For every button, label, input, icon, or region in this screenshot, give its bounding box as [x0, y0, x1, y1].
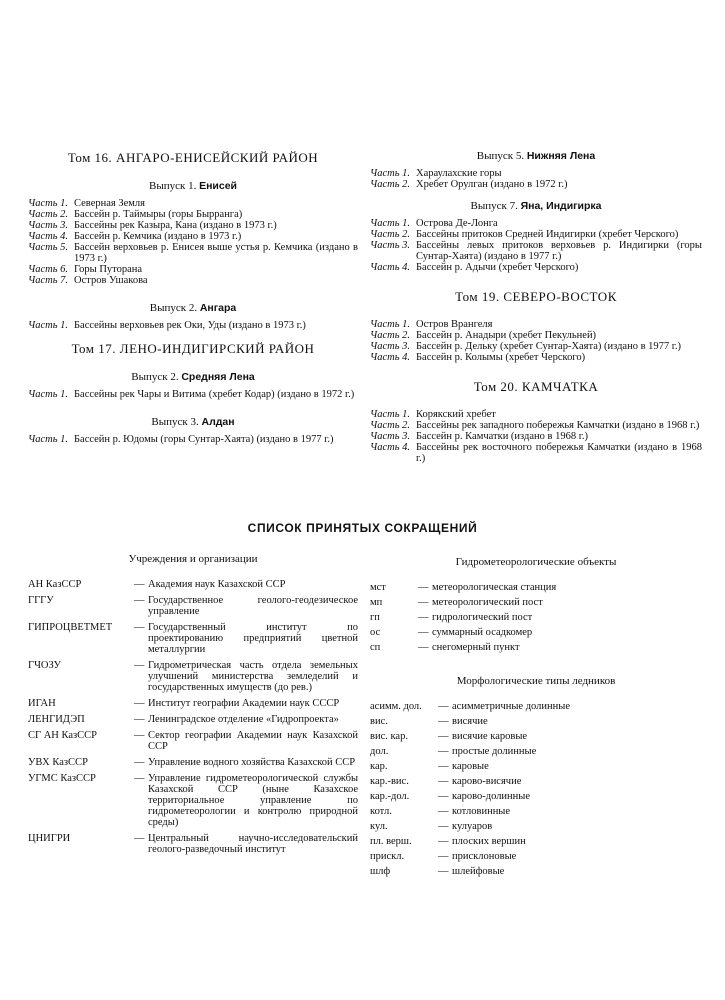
abbreviation-row — [370, 642, 702, 657]
abbreviation-row — [28, 622, 358, 655]
left-column — [28, 150, 358, 445]
abbreviation-row — [370, 806, 702, 821]
part-text: Горы Путорана — [74, 264, 143, 275]
dash: — — [438, 851, 449, 862]
part-text: Бассейны рек восточного побережья Камчатки (издано в 1968 г.) — [416, 442, 702, 464]
tom20-title: Том 20. КАМЧАТКА — [473, 379, 599, 394]
definition: висячие каровые — [452, 731, 528, 742]
abbreviation-row — [28, 714, 358, 725]
abbreviation-row — [370, 701, 702, 716]
abbreviation: ос — [370, 627, 381, 638]
dash: — — [134, 622, 145, 633]
part-text: Бассейны верховьев рек Оки, Уды (издано в 1973 г.) — [74, 320, 306, 331]
abbreviation-row — [370, 851, 702, 866]
definition: снегомерный пункт — [432, 642, 520, 653]
tom19-title: Том 19. СЕВЕРО-ВОСТОК — [455, 289, 617, 304]
morph-list — [370, 701, 702, 881]
definition: суммарный осадкомер — [432, 627, 533, 638]
dash: — — [438, 821, 449, 832]
part-text: Бассейн верховьев р. Енисея выше устья р. Кемчика (издано в 1973 г.) — [74, 242, 358, 264]
dash: — — [418, 582, 429, 593]
abbreviation: АН КазССР — [28, 579, 82, 590]
part-label: Часть 2. — [370, 179, 411, 190]
abbreviation: котл. — [370, 806, 392, 817]
vyp5-parts — [370, 168, 702, 190]
part-text: Остров Врангеля — [416, 319, 493, 330]
part-row — [370, 262, 702, 273]
vyp7-heading — [370, 200, 702, 212]
dash: — — [438, 731, 449, 742]
definition: карово-долинные — [452, 791, 531, 802]
definition: метеорологический пост — [432, 597, 543, 608]
part-row — [370, 341, 702, 352]
dash: — — [418, 642, 429, 653]
abbreviation-row — [370, 821, 702, 836]
part-text: Бассейн р. Юдомы (горы Сунтар-Хаята) (издано в 1977 г.) — [74, 434, 334, 445]
dash: — — [134, 698, 145, 709]
hydromet-section — [370, 556, 702, 881]
part-row — [28, 231, 358, 242]
abbreviation: УГМС КазССР — [28, 773, 96, 784]
abbreviation-row — [28, 660, 358, 693]
part-label: Часть 7. — [28, 275, 69, 286]
part-row — [370, 420, 702, 431]
part-text: Бассейны притоков Средней Индигирки (хребет Черского) — [416, 229, 679, 240]
definition: висячие — [452, 716, 488, 727]
part-label: Часть 1. — [28, 389, 69, 400]
definition: присклоновые — [452, 851, 517, 862]
vyp2b-parts — [28, 389, 358, 400]
abbreviation-row — [28, 833, 358, 855]
part-text: Бассейн р. Адычи (хребет Черского) — [416, 262, 579, 273]
abbreviation: сп — [370, 642, 381, 653]
abbreviation: кар. — [370, 761, 388, 772]
abbreviation: пл. верш. — [370, 836, 412, 847]
part-row — [28, 434, 358, 445]
tom19-parts — [370, 319, 702, 363]
vyp1-prefix: Выпуск 1. — [148, 180, 197, 192]
part-text: Бассейн р. Таймыры (горы Бырранга) — [74, 209, 243, 220]
part-text: Бассейны рек Чары и Витима (хребет Кодар) (издано в 1972 г.) — [74, 389, 355, 400]
abbreviation: ЦНИГРИ — [28, 833, 71, 844]
part-label: Часть 3. — [370, 431, 411, 442]
part-row — [370, 240, 702, 262]
vyp7-name: Яна, Индигирка — [520, 200, 602, 212]
part-label: Часть 3. — [370, 240, 411, 251]
definition: Ленинградское отделение «Гидропроекта» — [148, 714, 339, 725]
abbreviation: кар.-вис. — [370, 776, 409, 787]
part-label: Часть 3. — [28, 220, 69, 231]
dash: — — [438, 701, 449, 712]
part-row — [370, 218, 702, 229]
vyp5-prefix: Выпуск 5. — [476, 150, 525, 162]
vyp3-name: Алдан — [201, 416, 235, 428]
abbreviation: асимм. дол. — [370, 701, 422, 712]
part-row — [370, 442, 702, 464]
abbreviation-row — [28, 730, 358, 752]
abbreviation-row — [370, 791, 702, 806]
abbreviation-row — [370, 746, 702, 761]
definition: кулуаров — [452, 821, 493, 832]
dash: — — [438, 866, 449, 877]
part-row — [28, 389, 358, 400]
part-text: Хребет Орулган (издано в 1972 г.) — [416, 179, 568, 190]
dash: — — [134, 730, 145, 741]
abbreviation: мп — [370, 597, 383, 608]
definition: простые долинные — [452, 746, 537, 757]
definition: Институт географии Академии наук СССР — [148, 698, 340, 709]
part-label: Часть 4. — [370, 262, 411, 273]
definition: Управление гидрометеорологической службы Казахской ССР (ныне Казахское территориальное управление по гидрометеорологии и контролю природной среды) — [148, 773, 358, 828]
abbreviation-row — [28, 698, 358, 709]
part-label: Часть 5. — [28, 242, 69, 253]
abbreviation: кар.-дол. — [370, 791, 410, 802]
abbreviation-row — [370, 731, 702, 746]
vyp2-name: Ангара — [199, 302, 237, 314]
abbreviation: гп — [370, 612, 380, 623]
vyp1-name: Енисей — [199, 180, 238, 192]
part-row — [28, 264, 358, 275]
abbreviation-row — [370, 582, 702, 597]
vyp2b-heading — [28, 371, 358, 383]
dash: — — [134, 595, 145, 606]
part-text: Острова Де-Лонга — [416, 218, 498, 229]
part-label: Часть 1. — [370, 168, 411, 179]
vyp3-heading — [28, 416, 358, 428]
vyp2-heading — [28, 302, 358, 314]
dash: — — [438, 806, 449, 817]
part-row — [28, 242, 358, 264]
abbreviation-row — [370, 612, 702, 627]
part-label: Часть 2. — [370, 420, 411, 431]
part-row — [28, 198, 358, 209]
part-label: Часть 1. — [370, 319, 411, 330]
dash: — — [438, 836, 449, 847]
dash: — — [418, 597, 429, 608]
part-row — [28, 209, 358, 220]
dash: — — [438, 761, 449, 772]
definition: Государственное геолого-геодезическое управление — [148, 595, 358, 617]
part-text: Хараулахские горы — [416, 168, 502, 179]
dash: — — [438, 746, 449, 757]
definition: плоских вершин — [452, 836, 526, 847]
vyp7-parts — [370, 218, 702, 273]
part-label: Часть 4. — [370, 352, 411, 363]
abbreviation: УВХ КазССР — [28, 757, 88, 768]
dash: — — [134, 579, 145, 590]
institutions-section — [28, 553, 358, 855]
abbreviation: ИГАН — [28, 698, 56, 709]
part-label: Часть 6. — [28, 264, 69, 275]
part-label: Часть 1. — [28, 434, 69, 445]
abbreviation-row — [370, 597, 702, 612]
dash: — — [418, 612, 429, 623]
part-row — [370, 168, 702, 179]
institutions-title: Учреждения и организации — [128, 553, 258, 565]
definition: каровые — [452, 761, 489, 772]
abbreviations-heading: СПИСОК ПРИНЯТЫХ СОКРАЩЕНИЙ — [247, 521, 478, 535]
hydromet-title: Гидрометеорологические объекты — [455, 556, 617, 568]
part-text: Бассейн р. Камчатки (издано в 1968 г.) — [416, 431, 588, 442]
part-text: Бассейны левых притоков верховьев р. Индигирки (горы Сунтар-Хаята) (издано в 1977 г.) — [416, 240, 702, 262]
dash: — — [438, 791, 449, 802]
part-text: Северная Земля — [74, 198, 145, 209]
part-row — [28, 275, 358, 286]
vyp1-parts — [28, 198, 358, 286]
vyp2b-name: Средняя Лена — [181, 371, 255, 383]
abbreviation-row — [370, 836, 702, 851]
definition: Гидрометрическая часть отдела земельных улучшений министерства земледелий и государственных имуществ (до рев.) — [148, 660, 358, 693]
abbreviation: мст — [370, 582, 386, 593]
morph-title: Морфологические типы ледников — [456, 675, 616, 687]
institutions-list — [28, 579, 358, 855]
part-label: Часть 2. — [370, 330, 411, 341]
abbreviation-row — [370, 866, 702, 881]
part-label: Часть 4. — [370, 442, 411, 453]
part-text: Остров Ушакова — [74, 275, 148, 286]
part-text: Бассейн р. Кемчика (издано в 1973 г.) — [74, 231, 242, 242]
abbreviation: кул. — [370, 821, 388, 832]
definition: Академия наук Казахской ССР — [148, 579, 286, 590]
definition: Сектор географии Академии наук Казахской ССР — [148, 730, 358, 752]
abbreviation-row — [370, 716, 702, 731]
abbreviation: дол. — [370, 746, 389, 757]
abbreviation: ГЧОЗУ — [28, 660, 61, 671]
right-column — [370, 150, 702, 464]
part-label: Часть 4. — [28, 231, 69, 242]
dash: — — [134, 757, 145, 768]
abbreviation: вис. — [370, 716, 388, 727]
part-label: Часть 3. — [370, 341, 411, 352]
part-text: Корякский хребет — [416, 409, 496, 420]
part-label: Часть 1. — [28, 320, 69, 331]
tom17-title: Том 17. ЛЕНО-ИНДИГИРСКИЙ РАЙОН — [71, 341, 315, 356]
part-row — [370, 409, 702, 420]
part-label: Часть 1. — [28, 198, 69, 209]
vyp1-heading — [28, 180, 358, 192]
abbreviation-row — [28, 579, 358, 590]
part-row — [370, 179, 702, 190]
vyp5-name: Нижняя Лена — [526, 150, 596, 162]
abbreviation: вис. кар. — [370, 731, 408, 742]
part-text: Бассейн р. Колымы (хребет Черского) — [416, 352, 586, 363]
part-label: Часть 1. — [370, 218, 411, 229]
abbreviation-row — [28, 595, 358, 617]
definition: шлейфовые — [452, 866, 505, 877]
vyp3-prefix: Выпуск 3. — [151, 416, 199, 428]
part-row — [370, 229, 702, 240]
dash: — — [134, 714, 145, 725]
definition: Центральный научно-исследовательский геолого-разведочный институт — [148, 833, 358, 855]
vyp2b-prefix: Выпуск 2. — [131, 371, 179, 383]
definition: метеорологическая станция — [432, 582, 557, 593]
abbreviation: прискл. — [370, 851, 405, 862]
part-row — [28, 220, 358, 231]
vyp2-prefix: Выпуск 2. — [149, 302, 198, 314]
dash: — — [134, 773, 145, 784]
part-row — [370, 431, 702, 442]
part-row — [370, 319, 702, 330]
tom20-parts — [370, 409, 702, 464]
hydromet-list — [370, 582, 702, 657]
vyp7-prefix: Выпуск 7. — [470, 200, 518, 212]
dash: — — [134, 833, 145, 844]
part-text: Бассейны рек Казыра, Кана (издано в 1973 г.) — [74, 220, 277, 231]
part-row — [28, 320, 358, 331]
vyp2-parts — [28, 320, 358, 331]
abbreviation-row — [28, 773, 358, 828]
dash: — — [134, 660, 145, 671]
part-label: Часть 2. — [28, 209, 69, 220]
definition: Государственный институт по проектированию предприятий цветной металлургии — [148, 622, 358, 655]
part-label: Часть 2. — [370, 229, 411, 240]
dash: — — [438, 716, 449, 727]
abbreviation: СГ АН КазССР — [28, 730, 98, 741]
abbreviation-row — [28, 757, 358, 768]
abbreviation-row — [370, 776, 702, 791]
vyp5-heading — [370, 150, 702, 162]
abbreviation: ГИПРОЦВЕТМЕТ — [28, 622, 113, 633]
definition: карово-висячие — [452, 776, 522, 787]
definition: асимметричные долинные — [452, 701, 570, 712]
part-row — [370, 352, 702, 363]
vyp3-parts — [28, 434, 358, 445]
definition: котловинные — [452, 806, 511, 817]
part-row — [370, 330, 702, 341]
abbreviation-row — [370, 627, 702, 642]
dash: — — [438, 776, 449, 787]
dash: — — [418, 627, 429, 638]
abbreviation-row — [370, 761, 702, 776]
tom16-title: Том 16. АНГАРО-ЕНИСЕЙСКИЙ РАЙОН — [67, 150, 319, 165]
part-label: Часть 1. — [370, 409, 411, 420]
abbreviation: шлф — [370, 866, 391, 877]
part-text: Бассейн р. Дельку (хребет Сунтар-Хаята) (издано в 1977 г.) — [416, 341, 682, 352]
part-text: Бассейны рек западного побережья Камчатки (издано в 1968 г.) — [416, 420, 700, 431]
definition: гидрологический пост — [432, 612, 533, 623]
part-text: Бассейн р. Анадыри (хребет Пекульней) — [416, 330, 597, 341]
definition: Управление водного хозяйства Казахской ССР — [148, 757, 356, 768]
abbreviation: ЛЕНГИДЭП — [28, 714, 85, 725]
abbreviation: ГГГУ — [28, 595, 54, 606]
